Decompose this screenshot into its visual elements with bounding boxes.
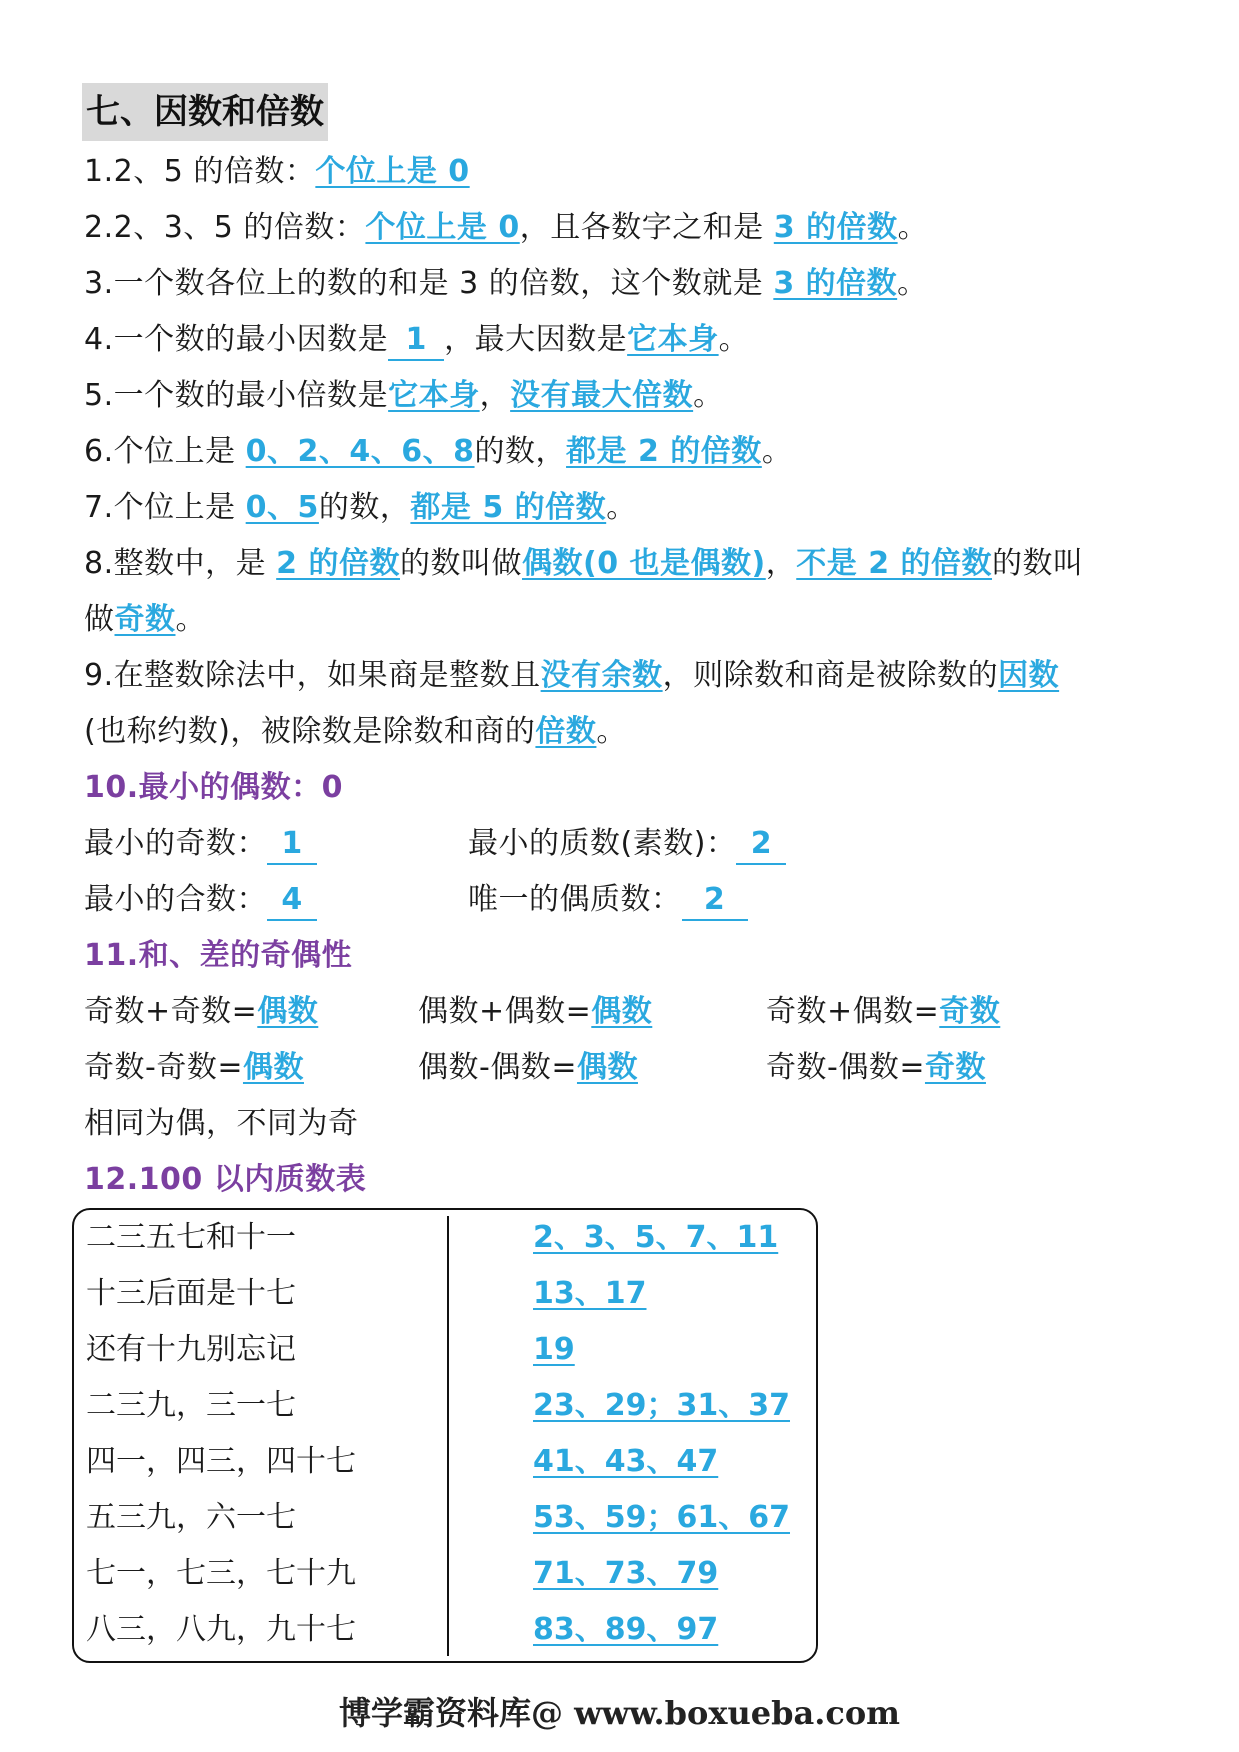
item-6-answer-2: 都是 2 的倍数 — [566, 434, 762, 469]
item-8-answer-2: 偶数(0 也是偶数) — [522, 546, 766, 581]
primes-cell: 71、73、79 — [533, 1556, 719, 1591]
item-9-line-2 — [84, 710, 627, 754]
item-2 — [84, 206, 928, 250]
item-2-answer-1: 个位上是 0 — [365, 210, 520, 245]
parity-rule-label: 奇数-奇数= — [84, 1050, 243, 1085]
table-row — [74, 1608, 814, 1652]
item-9-question: 9.在整数除法中，如果商是整数且 — [84, 658, 541, 693]
item-1-question: 1.2、5 的倍数： — [84, 154, 316, 189]
item-6-text: 的数， — [474, 434, 567, 469]
item-7-answer-2: 都是 5 的倍数 — [410, 490, 607, 525]
item-4-text: ，最大因数是 — [444, 322, 628, 357]
item-2-text: ，且各数字之和是 — [519, 210, 774, 245]
item-3-end: 。 — [897, 266, 928, 301]
parity-summary: 相同为偶，不同为奇 — [84, 1106, 359, 1141]
watermark-footer: 博学霸资料库@ www.boxueba.com — [338, 1694, 901, 1732]
only-even-prime-value: 2 — [682, 881, 748, 921]
item-4-end: 。 — [718, 322, 750, 357]
table-row — [74, 1272, 814, 1316]
item-8-comma: ， — [765, 546, 797, 581]
item-7-end: 。 — [606, 490, 637, 525]
item-3 — [84, 262, 928, 306]
mnemonic-cell: 五三九，六一七 — [86, 1500, 296, 1535]
item-4-answer-2: 它本身 — [627, 322, 719, 357]
item-2-end: 。 — [897, 210, 929, 245]
item-12-heading: 12.100 以内质数表 — [84, 1162, 367, 1197]
table-row — [74, 1216, 814, 1260]
parity-rule — [766, 990, 1000, 1034]
item-8-text: 的数叫做 — [400, 546, 522, 581]
mnemonic-cell: 还有十九别忘记 — [86, 1332, 296, 1367]
only-even-prime — [468, 878, 748, 922]
item-5-question: 5.一个数的最小倍数是 — [84, 378, 389, 413]
item-2-answer-2: 3 的倍数 — [773, 210, 898, 245]
item-8-line2-text: 做 — [84, 602, 115, 637]
parity-rule-value: 偶数 — [242, 1050, 304, 1085]
item-8-line-2 — [84, 598, 206, 642]
parity-rule-value: 奇数 — [939, 994, 1001, 1029]
item-7-answer-1: 0、5 — [245, 490, 319, 525]
smallest-prime-label: 最小的质数(素数)： — [468, 826, 737, 861]
item-1 — [84, 150, 470, 194]
item-5-answer-1: 它本身 — [388, 378, 480, 413]
smallest-composite-value: 4 — [267, 881, 317, 921]
primes-cell: 41、43、47 — [533, 1444, 719, 1479]
item-6-end: 。 — [761, 434, 793, 469]
primes-cell: 23、29；31、37 — [533, 1388, 790, 1423]
parity-rule-label: 奇数+偶数= — [766, 994, 940, 1029]
item-9-answer-2: 因数 — [998, 658, 1060, 693]
smallest-composite-label: 最小的合数： — [84, 882, 267, 917]
primes-cell: 83、89、97 — [533, 1612, 719, 1647]
parity-rule — [418, 1046, 638, 1090]
parity-rule — [418, 990, 652, 1034]
item-5-end: 。 — [693, 378, 724, 413]
mnemonic-cell: 八三，八九，九十七 — [86, 1612, 356, 1647]
item-8-answer-1: 2 的倍数 — [276, 546, 400, 581]
prime-table — [72, 1208, 818, 1663]
parity-rule — [84, 990, 318, 1034]
primes-cell: 53、59；61、67 — [533, 1500, 790, 1535]
item-5-text: ， — [479, 378, 511, 413]
item-4-question: 4.一个数的最小因数是 — [84, 322, 389, 357]
item-7-text: 的数， — [318, 490, 411, 525]
parity-rule — [766, 1046, 986, 1090]
item-5-answer-2: 没有最大倍数 — [510, 378, 694, 413]
item-8-answer-3: 不是 2 的倍数 — [796, 546, 993, 581]
smallest-odd — [84, 822, 317, 866]
parity-rule-label: 奇数+奇数= — [84, 994, 258, 1029]
item-2-question: 2.2、3、5 的倍数： — [84, 210, 366, 245]
table-row — [74, 1384, 814, 1428]
smallest-prime — [468, 822, 786, 866]
primes-cell: 19 — [533, 1332, 575, 1367]
item-8-question: 8.整数中，是 — [84, 546, 277, 581]
item-7-question: 7.个位上是 — [84, 490, 246, 525]
item-8-text-2: 的数叫 — [992, 546, 1084, 581]
item-3-question: 3.一个数各位上的数的和是 3 的倍数，这个数就是 — [84, 266, 774, 301]
item-8-end: 。 — [175, 602, 206, 637]
item-4 — [84, 318, 749, 362]
item-9-answer-3: 倍数 — [535, 714, 597, 749]
item-9 — [84, 654, 1059, 698]
item-7 — [84, 486, 637, 530]
item-8-answer-4: 奇数 — [114, 602, 176, 637]
only-even-prime-label: 唯一的偶质数： — [468, 882, 682, 917]
table-row — [74, 1328, 814, 1372]
parity-rule-label: 奇数-偶数= — [766, 1050, 925, 1085]
table-row — [74, 1496, 814, 1540]
parity-rule-label: 偶数+偶数= — [418, 994, 592, 1029]
item-3-answer: 3 的倍数 — [773, 266, 898, 301]
mnemonic-cell: 二三九，三一七 — [86, 1388, 296, 1423]
parity-rule-value: 偶数 — [591, 994, 653, 1029]
item-8 — [84, 542, 1084, 586]
item-10-heading: 10.最小的偶数：0 — [84, 770, 344, 805]
item-6-answer-1: 0、2、4、6、8 — [245, 434, 475, 469]
item-6 — [84, 430, 792, 474]
item-9-answer-1: 没有余数 — [540, 658, 663, 693]
item-1-answer: 个位上是 0 — [315, 154, 470, 189]
section-title: 七、因数和倍数 — [82, 83, 328, 141]
mnemonic-cell: 二三五七和十一 — [86, 1220, 296, 1255]
primes-cell: 13、17 — [533, 1276, 647, 1311]
primes-cell: 2、3、5、7、11 — [533, 1220, 779, 1255]
mnemonic-cell: 十三后面是十七 — [86, 1276, 296, 1311]
parity-rule-value: 偶数 — [257, 994, 319, 1029]
table-row — [74, 1552, 814, 1596]
smallest-odd-label: 最小的奇数： — [84, 826, 267, 861]
mnemonic-cell: 七一，七三，七十九 — [86, 1556, 356, 1591]
smallest-odd-value: 1 — [267, 825, 317, 865]
parity-rule-value: 奇数 — [924, 1050, 986, 1085]
mnemonic-cell: 四一，四三，四十七 — [86, 1444, 356, 1479]
parity-rule-label: 偶数-偶数= — [418, 1050, 577, 1085]
item-9-line2-text: (也称约数)，被除数是除数和商的 — [84, 714, 536, 749]
smallest-composite — [84, 878, 317, 922]
parity-rule-value: 偶数 — [576, 1050, 638, 1085]
item-11-heading: 11.和、差的奇偶性 — [84, 938, 353, 973]
item-9-end: 。 — [596, 714, 627, 749]
table-row — [74, 1440, 814, 1484]
item-9-text: ，则除数和商是被除数的 — [662, 658, 999, 693]
item-4-answer-1: 1 — [388, 321, 444, 361]
smallest-prime-value: 2 — [736, 825, 786, 865]
item-6-question: 6.个位上是 — [84, 434, 246, 469]
parity-rule — [84, 1046, 304, 1090]
item-5 — [84, 374, 724, 418]
